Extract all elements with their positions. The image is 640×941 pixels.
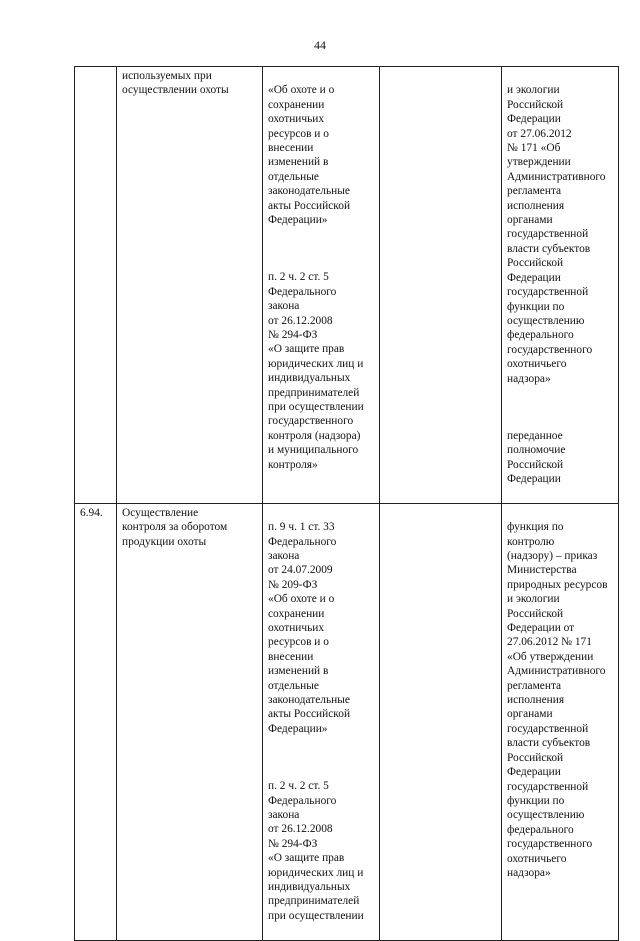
- authority-table: [74, 66, 619, 941]
- table-row: [75, 503, 619, 940]
- notes-text: и экологии Российской Федерации от 27.06.2012 № 171 «Об утверждении Административного регламента исполнения органами государственной власти субъектов Российской Федерации государственной функции по осуществлению федерального государственного охотничьего надзора»: [507, 84, 606, 385]
- notes-cell: [502, 503, 619, 940]
- row-number-cell: [75, 67, 117, 504]
- table-row: [75, 67, 619, 504]
- empty-cell: [380, 503, 502, 940]
- notes-text: функция по контролю (надзору) – приказ Министерства природных ресурсов и экологии Российской Федерации от 27.06.2012 № 171 «Об утверждении Административного регламента исполнения органами государственной власти субъектов Российской Федерации государственной функции по осуществлению федерального государственного охотничьего надзора»: [507, 521, 608, 879]
- row-number-cell: 6.94.: [75, 503, 117, 940]
- notes-cell: [502, 67, 619, 504]
- page-number: 44: [314, 38, 326, 52]
- authority-name-cell: используемых при осуществлении охоты: [117, 67, 263, 504]
- legal-basis-text: п. 2 ч. 2 ст. 5 Федерального закона от 26.12.2008 № 294-ФЗ «О защите прав юридических лиц и индивидуальных предпринимателей при осуществлении государственного контроля (надзора) и муниципального контроля»: [268, 271, 364, 471]
- empty-cell: [380, 67, 502, 504]
- legal-basis-text: п. 2 ч. 2 ст. 5 Федерального закона от 26.12.2008 № 294-ФЗ «О защите прав юридических лиц и индивидуальных предпринимателей при осуществлении: [268, 780, 364, 922]
- legal-basis-cell: [263, 67, 380, 504]
- legal-basis-cell: [263, 503, 380, 940]
- notes-text: переданное полномочие Российской Федерации: [507, 429, 566, 485]
- legal-basis-text: «Об охоте и о сохранении охотничьих ресурсов и о внесении изменений в отдельные законодательные акты Российской Федерации»: [268, 84, 351, 227]
- legal-basis-text: п. 9 ч. 1 ст. 33 Федерального закона от 24.07.2009 № 209-ФЗ «Об охоте и о сохранении охотничьих ресурсов и о внесении изменений в отдельные законодательные акты Российской Федерации»: [268, 521, 351, 735]
- authority-name-cell: Осуществление контроля за оборотом продукции охоты: [117, 503, 263, 940]
